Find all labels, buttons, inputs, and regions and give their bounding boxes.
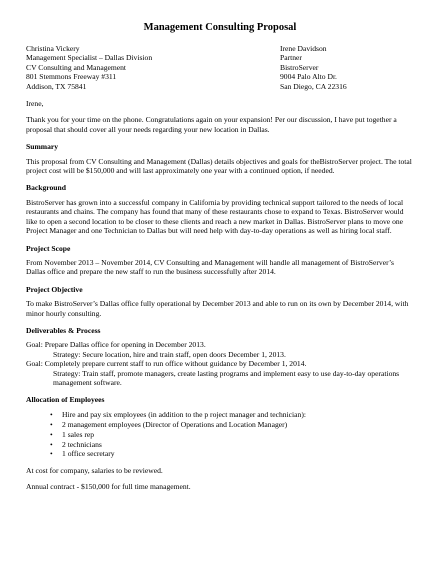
recipient-role: Partner bbox=[280, 53, 302, 63]
sender-address bbox=[26, 44, 261, 91]
list-item: • 2 management employees (Director of Operations and Location Manager) bbox=[62, 420, 414, 429]
goal-2: Goal: Completely prepare current staff to run office without guidance by December 1, 2014. bbox=[26, 359, 307, 369]
recipient-name: Irene Davidson bbox=[280, 44, 327, 53]
intro-paragraph: Thank you for your time on the phone. Congratulations again on your expansion! Per our discussion, I have put together a proposal that should cover all your needs regarding your new location in Dallas. bbox=[26, 115, 397, 134]
goal-1: Goal: Prepare Dallas office for opening in December 2013. bbox=[26, 340, 206, 350]
strategy-1: Strategy: Secure location, hire and train staff, open doors December 1, 2013. bbox=[53, 349, 286, 359]
list-item: • 2 technicians bbox=[62, 440, 414, 449]
scope-text: From November 2013 – November 2014, CV Consulting and Management will handle all management of BistroServer’s Dallas office and prepare the new staff to run the business successfully after 2014. bbox=[26, 257, 394, 277]
allocation-note: At cost for company, salaries to be reviewed. bbox=[26, 465, 163, 475]
background-text: BistroServer has grown into a successful company in California by providing technical support tailored to the needs of local restaurants and chains. The company has found that many of these restaurants chose to expand to Texas. BistroServer would like to open a second location to be closer to these clients and reach a new market in Dallas. BistroServer plans to move one Project Manager and one Technician to Dallas but will need help with day-to-day operations as well as hiring local staff. bbox=[26, 197, 404, 236]
sender-role: Management Specialist – Dallas Division bbox=[26, 53, 153, 63]
summary-heading: Summary bbox=[26, 142, 59, 152]
list-item: • 1 sales rep bbox=[62, 430, 414, 439]
address-block bbox=[26, 44, 414, 91]
sender-city: Addison, TX 75841 bbox=[26, 81, 87, 91]
summary-text: This proposal from CV Consulting and Management (Dallas) details objectives and goals for theBistroServer project. The total project cost will be $150,000 and will last approximately one year with a continued option, if needed. bbox=[26, 156, 412, 176]
document-title: Management Consulting Proposal bbox=[143, 22, 297, 33]
scope-heading: Project Scope bbox=[26, 243, 71, 253]
sender-street: 801 Stemmons Freeway #311 bbox=[26, 72, 117, 82]
recipient-address bbox=[280, 44, 414, 91]
objective-heading: Project Objective bbox=[26, 284, 83, 294]
strategy-2: Strategy: Train staff, promote managers, create lasting programs and implement easy to use day-to-day operations management software. bbox=[53, 368, 400, 387]
allocation-heading: Allocation of Employees bbox=[26, 395, 105, 405]
recipient-street: 9004 Palo Alto Dr. bbox=[280, 72, 337, 82]
salutation: Irene, bbox=[26, 99, 44, 109]
background-heading: Background bbox=[26, 183, 66, 193]
list-item: • Hire and pay six employees (in addition to the p roject manager and technician): bbox=[62, 410, 414, 419]
sender-company: CV Consulting and Management bbox=[26, 62, 127, 72]
list-item: • 1 office secretary bbox=[62, 449, 414, 458]
annual-contract: Annual contract - $150,000 for full time management. bbox=[26, 482, 191, 492]
deliverables-heading: Deliverables & Process bbox=[26, 325, 101, 335]
recipient-city: San Diego, CA 22316 bbox=[280, 81, 347, 91]
recipient-company: BistroServer bbox=[280, 62, 319, 72]
allocation-list bbox=[26, 410, 414, 459]
sender-name: Christina Vickery bbox=[26, 44, 80, 53]
objective-text: To make BistroServer’s Dallas office fully operational by December 2013 and able to run on its own by December 2014, with minor hourly consulting. bbox=[26, 299, 409, 318]
